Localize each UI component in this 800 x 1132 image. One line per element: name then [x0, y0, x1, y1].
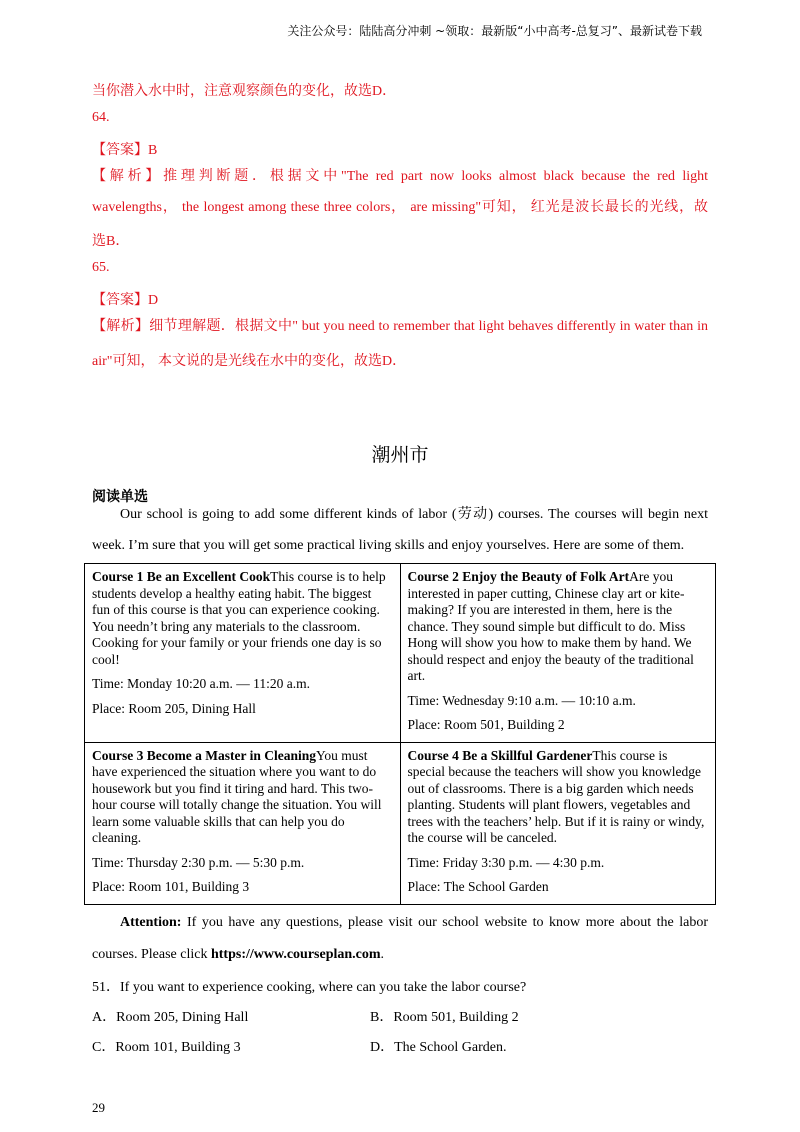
- course-text: [92, 569, 393, 668]
- answer-64: 【答案】B: [92, 143, 158, 158]
- analysis-64-line2: wavelengths， the longest among these three colors， are missing"可知， 红光是波长最长的光线，故: [92, 200, 708, 215]
- attention-prefix: courses. Please click: [92, 947, 211, 962]
- course-text: [92, 748, 393, 847]
- course-cell-3: [85, 742, 401, 904]
- attention-text: If you have any questions, please visit our school website to know more about the labor: [186, 915, 709, 930]
- question-number-65: 65.: [92, 260, 110, 275]
- analysis-65-line1: 【解析】细节理解题．根据文中" but you need to remember that light behaves differently in water than in: [92, 319, 708, 334]
- course-desc: You must have experienced the situation where you want to do housework but you find it tiring and hard. This two-hour course will totally change the situation. You will learn some valuable skills that can help you do cleaning.: [92, 747, 382, 845]
- attention-line1: [120, 908, 708, 938]
- option-a: A．Room 205, Dining Hall: [92, 1010, 249, 1025]
- course-title: Course 4 Be a Skillful Gardener: [407, 747, 593, 763]
- intro-line2: week. I’m sure that you will get some practical living skills and enjoy yourselves. Here are some of them.: [92, 538, 685, 553]
- answer-line: 当你潜入水中时，注意观察颜色的变化，故选D．: [92, 84, 397, 99]
- page-header: 关注公众号：陆陆高分冲刺 ~领取：最新版“小中高考-总复习”、最新试卷下载: [287, 24, 702, 38]
- city-heading: 潮州市: [371, 444, 429, 466]
- analysis-65-line2: air"可知， 本文说的是光线在水中的变化，故选D．: [92, 354, 407, 369]
- courses-table: [84, 563, 716, 905]
- attention-suffix: .: [380, 947, 385, 962]
- option-d: D．The School Garden.: [370, 1040, 507, 1055]
- analysis-64-line3: 选B．: [92, 234, 130, 249]
- analysis-64-line1: 【解析】推理判断题．根据文中"The red part now looks almost black because the red light: [92, 169, 708, 184]
- website-link[interactable]: https://www.courseplan.com: [210, 947, 381, 962]
- answer-65: 【答案】D: [92, 293, 159, 308]
- course-time: Time: Friday 3:30 p.m. — 4:30 p.m.: [407, 854, 605, 870]
- section-title: 阅读单选: [92, 489, 148, 505]
- course-place: Place: Room 101, Building 3: [92, 879, 250, 894]
- course-desc: Are you interested in paper cutting, Chinese clay art or kite-making? If you are interested in them, here is the chance. They sound simple but difficult to do. Miss Hong will show you how to make them by hand. We should respect and enjoy the beauty of the traditional art.: [407, 569, 694, 683]
- course-desc: This course is special because the teachers will show you knowledge out of classrooms. There is a big garden which needs planting. Students will plant flowers, vegetables and trees with the teachers’ help. But if it is rainy or windy, the course will be canceled.: [407, 747, 705, 845]
- course-text: [408, 748, 709, 847]
- course-title: Course 1 Be an Excellent Cook: [92, 569, 271, 584]
- course-time: Time: Thursday 2:30 p.m. — 5:30 p.m.: [92, 854, 305, 870]
- course-desc: This course is to help students develop a healthy eating habit. The biggest fun of this course is that you can experience cooking. You needn’t bring any materials to the classroom. Cooking for your family or your friends one day is so cool!: [92, 569, 386, 667]
- course-place: Place: The School Garden: [407, 879, 549, 894]
- course-text: [408, 569, 709, 685]
- attention-label: Attention:: [120, 915, 182, 930]
- question-number-64: 64.: [92, 110, 110, 125]
- course-title: Course 2 Enjoy the Beauty of Folk Art: [407, 569, 630, 584]
- course-time: Time: Wednesday 9:10 a.m. — 10:10 a.m.: [407, 692, 636, 708]
- course-cell-1: [85, 564, 401, 743]
- page-number: 29: [92, 1100, 105, 1115]
- attention-line2: [92, 940, 708, 970]
- option-c: C．Room 101, Building 3: [92, 1040, 241, 1055]
- course-title: Course 3 Become a Master in Cleaning: [92, 747, 316, 763]
- course-time: Time: Monday 10:20 a.m. — 11:20 a.m.: [92, 676, 310, 691]
- intro-line1: Our school is going to add some different kinds of labor (劳动) courses. The courses will begin next: [120, 507, 708, 522]
- course-cell-4: [400, 742, 716, 904]
- course-place: Place: Room 205, Dining Hall: [92, 700, 256, 716]
- course-cell-2: [400, 564, 716, 743]
- question-51: 51．If you want to experience cooking, where can you take the labor course?: [92, 980, 527, 995]
- course-place: Place: Room 501, Building 2: [407, 717, 565, 732]
- option-b: B．Room 501, Building 2: [370, 1010, 519, 1025]
